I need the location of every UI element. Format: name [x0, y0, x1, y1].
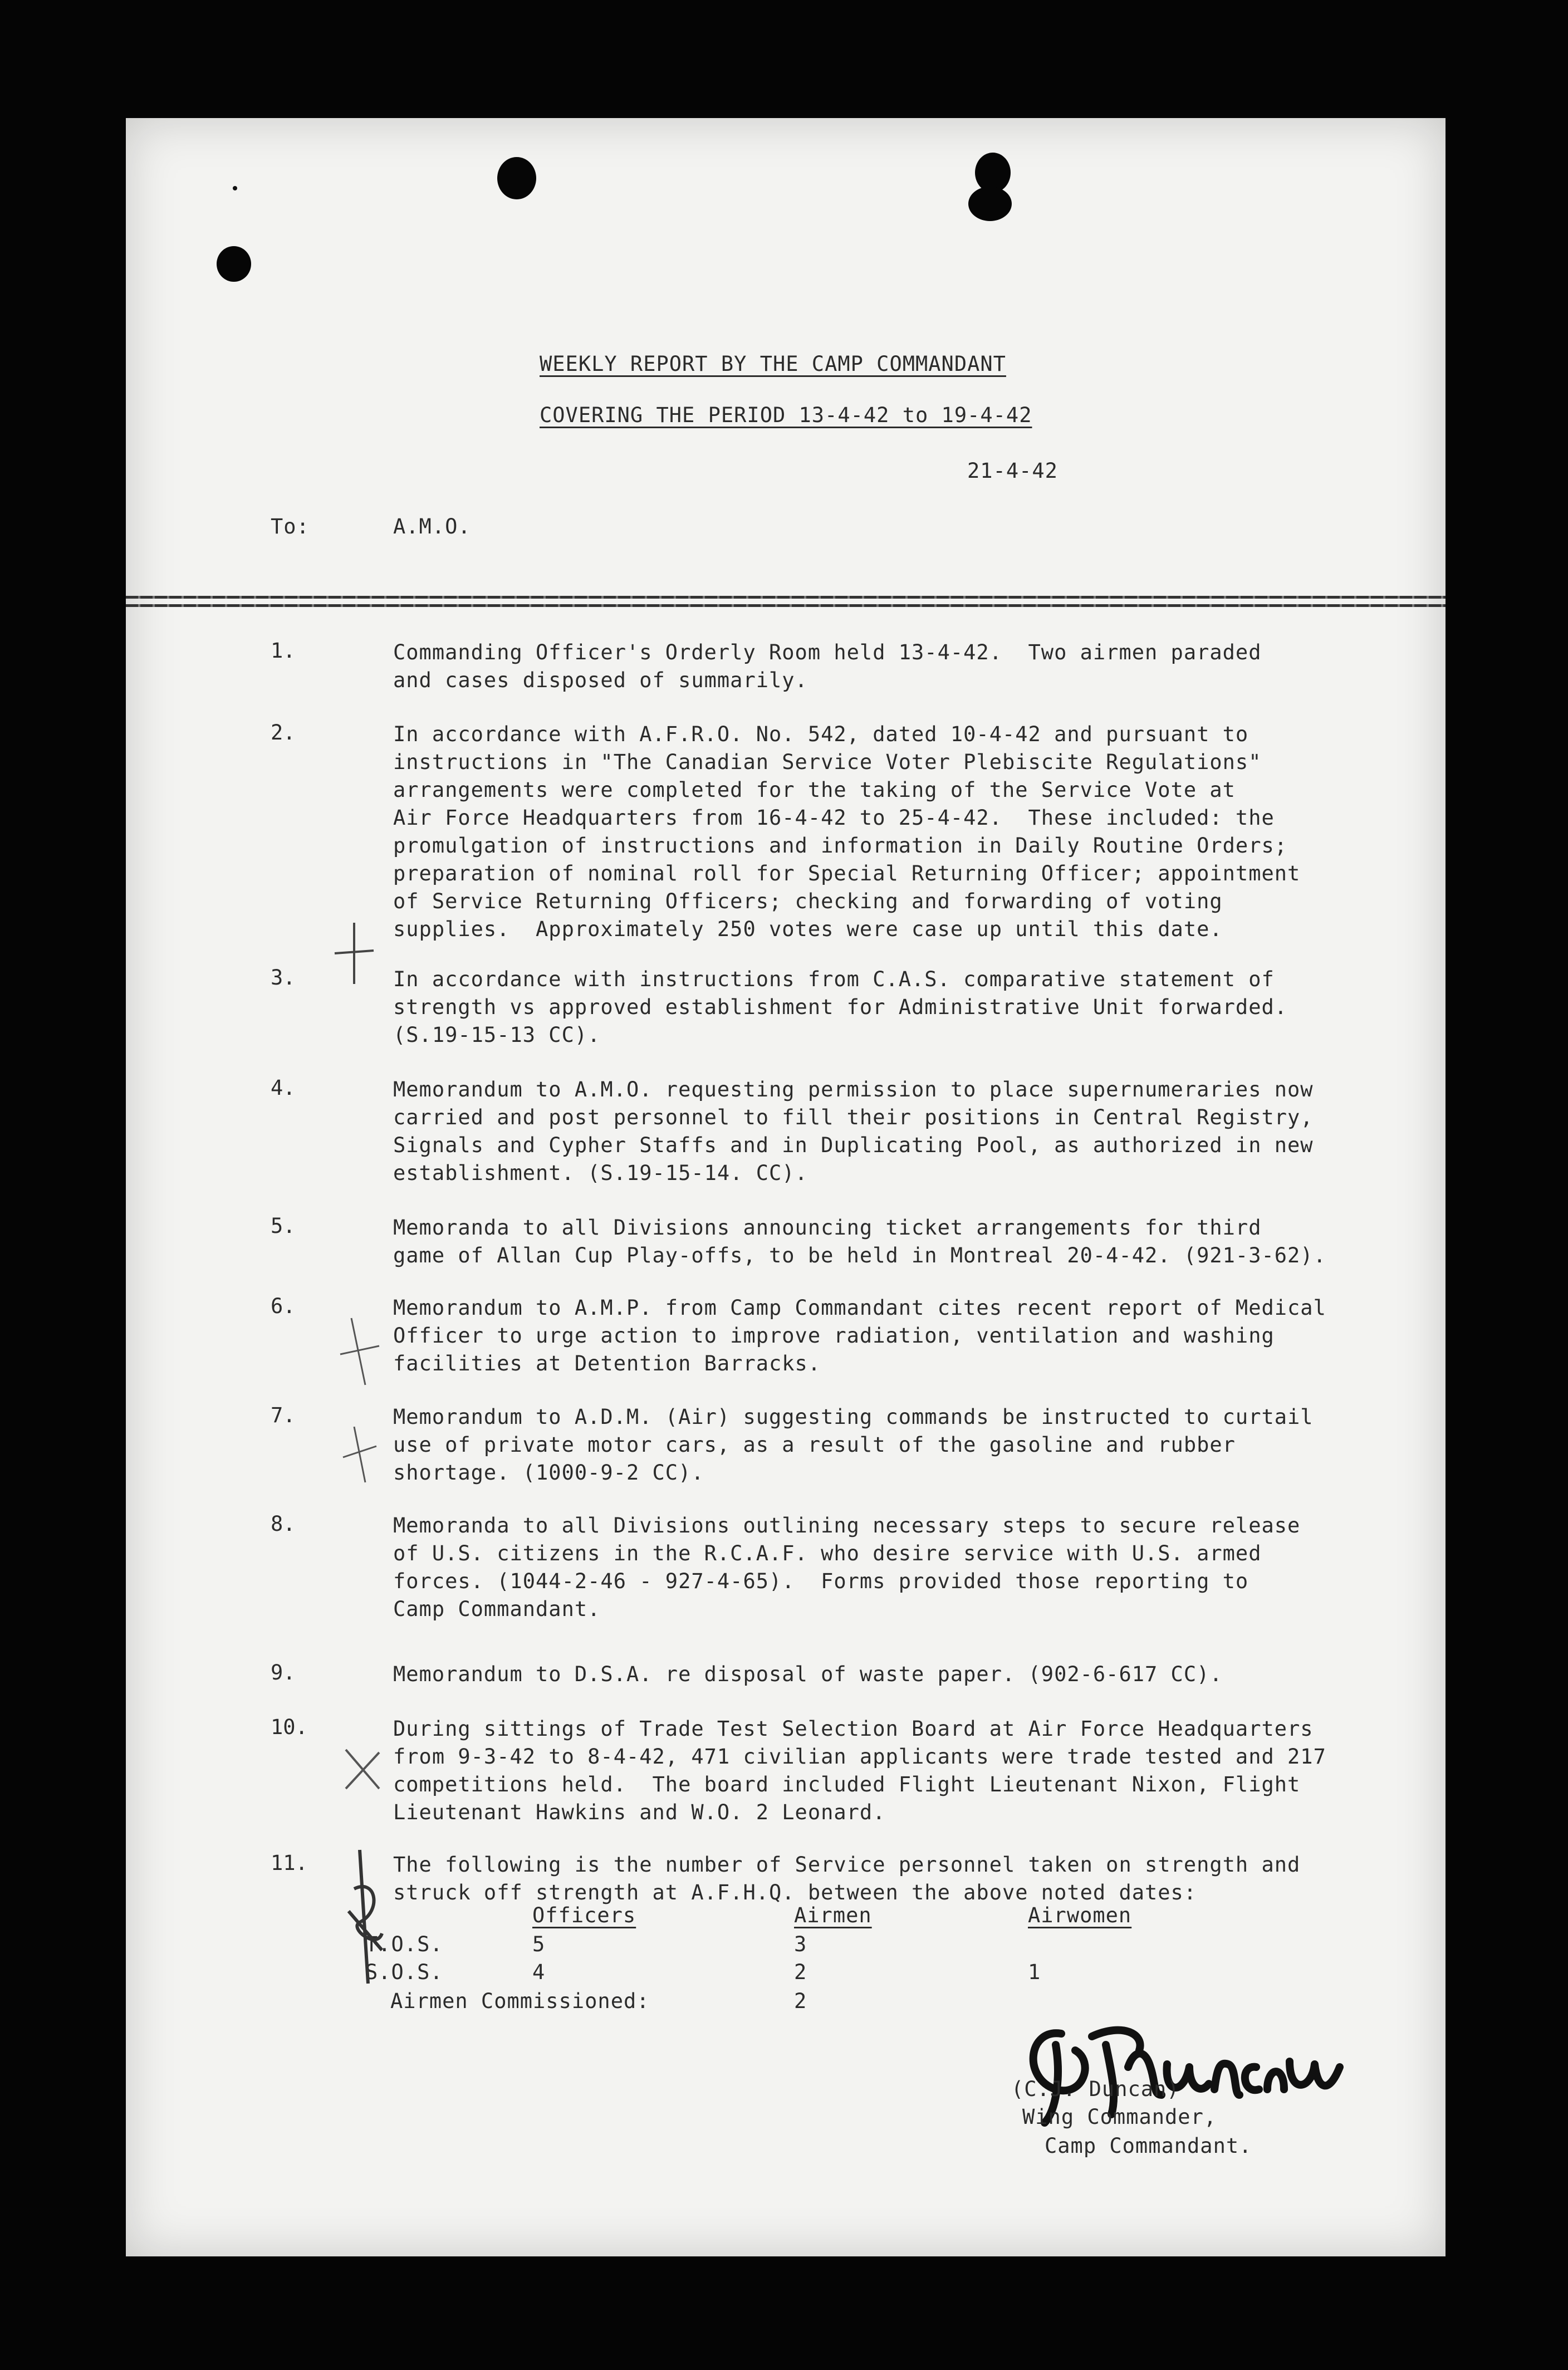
report-item: [393, 966, 1407, 1049]
item-line: During sittings of Trade Test Selection Board at Air Force Headquarters: [393, 1717, 1314, 1741]
item-line: establishment. (S.19-15-14. CC).: [393, 1161, 808, 1185]
cell-officers: 5: [532, 1932, 546, 1956]
report-period: COVERING THE PERIOD 13-4-42 to 19-4-42: [540, 403, 1032, 427]
item-line: preparation of nominal roll for Special Returning Officer; appointment: [393, 861, 1301, 885]
item-number: 10.: [271, 1715, 308, 1739]
item-number: 4.: [271, 1076, 296, 1100]
margin-tick: [332, 920, 376, 987]
document-page: [126, 118, 1445, 2256]
report-date: 21-4-42: [967, 459, 1058, 483]
item-number: 7.: [271, 1403, 296, 1427]
paper-speck: [233, 186, 237, 190]
item-number: 8.: [271, 1512, 296, 1536]
item-line: of U.S. citizens in the R.C.A.F. who desire service with U.S. armed: [393, 1541, 1262, 1565]
item-line: strength vs approved establishment for Administrative Unit forwarded.: [393, 995, 1288, 1019]
row-label: S.O.S.: [365, 1960, 443, 1984]
item-line: Officer to urge action to improve radiation, ventilation and washing: [393, 1324, 1275, 1348]
item-line: from 9-3-42 to 8-4-42, 471 civilian applicants were trade tested and 217: [393, 1745, 1326, 1769]
row-label: T.O.S.: [365, 1932, 443, 1956]
item-number: 9.: [271, 1661, 296, 1685]
item-line: use of private motor cars, as a result of the gasoline and rubber: [393, 1433, 1236, 1457]
item-number: 2.: [271, 721, 296, 745]
cell-airmen: 2: [794, 1960, 807, 1984]
report-item: [393, 639, 1407, 694]
report-item: [393, 1661, 1407, 1688]
item-line: Commanding Officer's Orderly Room held 13-4-42. Two airmen paraded: [393, 640, 1262, 664]
col-header-airmen: Airmen: [794, 1903, 872, 1927]
item-line: Memoranda to all Divisions outlining necessary steps to secure release: [393, 1514, 1301, 1537]
margin-tick: [343, 1844, 388, 1989]
to-label: To:: [271, 515, 310, 538]
item-number: 5.: [271, 1214, 296, 1238]
item-line: of Service Returning Officers; checking and forwarding of voting: [393, 889, 1223, 913]
report-item: [393, 1214, 1407, 1270]
separator-rule: [126, 596, 1445, 599]
item-line: Memoranda to all Divisions announcing ticket arrangements for third: [393, 1216, 1262, 1240]
item-line: game of Allan Cup Play-offs, to be held in Montreal 20-4-42. (921-3-62).: [393, 1243, 1326, 1267]
col-header-officers: Officers: [532, 1903, 636, 1927]
cell-airmen: 2: [794, 1989, 807, 2013]
row-label: Airmen Commissioned:: [390, 1989, 650, 2013]
item-number: 3.: [271, 966, 296, 990]
item-line: carried and post personnel to fill their positions in Central Registry,: [393, 1105, 1314, 1129]
cell-officers: 4: [532, 1960, 546, 1984]
item-line: and cases disposed of summarily.: [393, 668, 808, 692]
punch-hole: [217, 246, 251, 282]
margin-tick: [340, 1744, 385, 1794]
item-line: Lieutenant Hawkins and W.O. 2 Leonard.: [393, 1800, 886, 1824]
item-number: 6.: [271, 1294, 296, 1318]
item-line: Air Force Headquarters from 16-4-42 to 25-4-42. These included: the: [393, 806, 1275, 830]
item-line: shortage. (1000-9-2 CC).: [393, 1461, 704, 1485]
item-line: Signals and Cypher Staffs and in Duplicating Pool, as authorized in new: [393, 1133, 1314, 1157]
item-number: 11.: [271, 1851, 308, 1875]
item-line: Memorandum to D.S.A. re disposal of waste paper. (902-6-617 CC).: [393, 1662, 1223, 1686]
item-line: facilities at Detention Barracks.: [393, 1352, 821, 1375]
separator-rule: [126, 604, 1445, 607]
item-line: forces. (1044-2-46 - 927-4-65). Forms provided those reporting to: [393, 1569, 1249, 1593]
item-line: competitions held. The board included Flight Lieutenant Nixon, Flight: [393, 1772, 1301, 1796]
item-line: In accordance with instructions from C.A.S. comparative statement of: [393, 967, 1275, 991]
signer-name: (C.J. Duncan): [1011, 2077, 1180, 2101]
item-line: Memorandum to A.D.M. (Air) suggesting commands be instructed to curtail: [393, 1405, 1314, 1429]
cell-airwomen: 1: [1028, 1960, 1041, 1984]
item-line: instructions in "The Canadian Service Voter Plebiscite Regulations": [393, 750, 1262, 774]
item-line: The following is the number of Service personnel taken on strength and: [393, 1853, 1301, 1877]
col-header-airwomen: Airwomen: [1028, 1903, 1132, 1927]
report-item: [393, 1715, 1407, 1827]
punch-hole: [497, 157, 536, 199]
item-line: promulgation of instructions and information in Daily Routine Orders;: [393, 834, 1288, 858]
item-number: 1.: [271, 639, 296, 663]
report-item: [393, 1403, 1407, 1487]
signer-role: Camp Commandant.: [1045, 2134, 1252, 2158]
item-line: Camp Commandant.: [393, 1597, 601, 1621]
item-line: In accordance with A.F.R.O. No. 542, dated 10-4-42 and pursuant to: [393, 722, 1249, 746]
report-title: WEEKLY REPORT BY THE CAMP COMMANDANT: [540, 352, 1006, 376]
to-value: A.M.O.: [393, 515, 471, 538]
report-item: [393, 721, 1407, 943]
report-item: [393, 1076, 1407, 1187]
report-item: [393, 1294, 1407, 1378]
punch-hole: [968, 187, 1012, 221]
item-line: struck off strength at A.F.H.Q. between the above noted dates:: [393, 1881, 1197, 1904]
item-line: (S.19-15-13 CC).: [393, 1023, 601, 1047]
margin-tick: [340, 1424, 379, 1485]
margin-tick: [337, 1315, 382, 1388]
cell-airmen: 3: [794, 1932, 807, 1956]
signer-rank: Wing Commander,: [1022, 2105, 1217, 2129]
report-item: [393, 1512, 1407, 1623]
item-line: Memorandum to A.M.P. from Camp Commandant cites recent report of Medical: [393, 1296, 1326, 1320]
item-line: supplies. Approximately 250 votes were case up until this date.: [393, 917, 1223, 941]
item-line: Memorandum to A.M.O. requesting permission to place supernumeraries now: [393, 1078, 1314, 1101]
item-line: arrangements were completed for the taking of the Service Vote at: [393, 778, 1236, 802]
report-item: [393, 1851, 1407, 1907]
